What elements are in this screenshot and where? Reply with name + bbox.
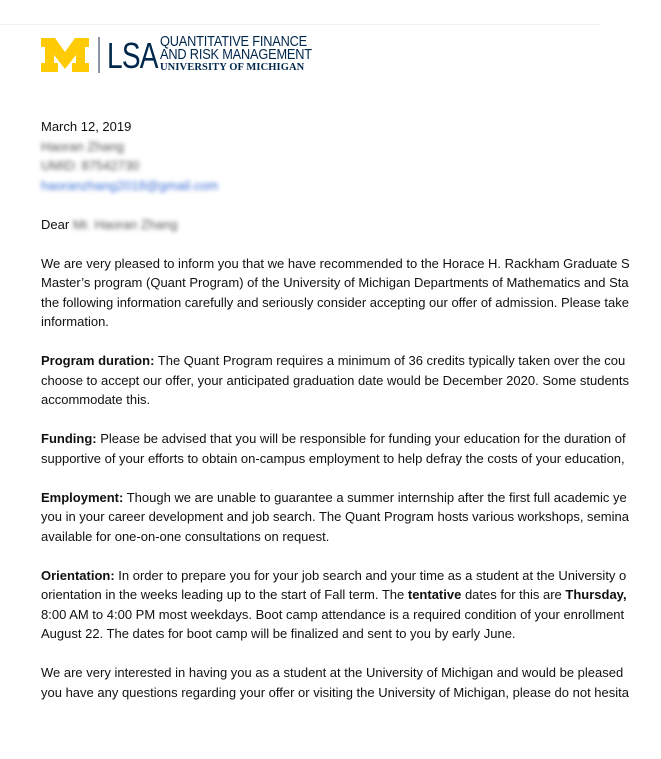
recipient-id: UMID: 87542730 — [41, 158, 140, 173]
logo-divider — [98, 37, 100, 73]
intro-line: Master’s program (Quant Program) of the University of Michigan Departments of Mathematics and Sta — [41, 275, 629, 290]
employment-paragraph — [41, 488, 661, 547]
text-run: orientation in the weeks leading up to the start of Fall term. The — [41, 587, 408, 602]
department-name — [160, 36, 333, 74]
letter-body — [41, 117, 661, 702]
letter-date: March 12, 2019 — [41, 119, 132, 134]
orientation-paragraph — [41, 566, 661, 644]
department-line-1: QUANTITATIVE FINANCE — [160, 34, 308, 50]
paragraph-line: 8:00 AM to 4:00 PM most weekdays. Boot camp attendance is a required condition of your enrollment — [41, 606, 625, 622]
paragraph-line: Though we are unable to guarantee a summer internship after the first full academic ye — [123, 489, 627, 505]
paragraph-line: choose to accept our offer, your anticipated graduation date would be December 2020. Some students — [41, 372, 630, 388]
salutation — [41, 215, 661, 235]
tentative-emphasis: tentative — [407, 587, 462, 602]
date-emphasis: Thursday, — [565, 587, 627, 602]
block-m-logo-icon — [41, 38, 89, 72]
salutation-name: Mr. Haoran Zhang — [72, 216, 178, 232]
paragraph-line: you have any questions regarding your offer or visiting the University of Michigan, please do not hesita — [41, 684, 629, 700]
paragraph-line: In order to prepare you for your job search and your time as a student at the University o — [114, 567, 627, 583]
paragraph-line: you in your career development and job search. The Quant Program hosts various workshops, semina — [41, 509, 629, 524]
intro-line: information. — [41, 314, 109, 329]
top-border — [0, 24, 600, 25]
paragraph-line — [41, 585, 661, 605]
university-name: UNIVERSITY OF MICHIGAN — [160, 62, 305, 73]
recipient-email-link[interactable]: haoranzhang2018@gmail.com — [41, 177, 219, 193]
intro-line: the following information carefully and seriously consider accepting our offer of admission. Please take — [41, 294, 629, 310]
funding-paragraph — [41, 429, 661, 468]
paragraph-line: accommodate this. — [41, 392, 151, 407]
closing-paragraph — [41, 663, 661, 702]
paragraph-line: Please be advised that you will be responsible for funding your education for the duration of — [96, 431, 626, 446]
department-line-2: AND RISK MANAGEMENT — [160, 47, 312, 63]
employment-heading: Employment: — [41, 489, 124, 505]
program-duration-heading: Program duration: — [41, 353, 155, 368]
intro-paragraph — [41, 254, 661, 332]
orientation-heading: Orientation: — [41, 567, 115, 583]
intro-line: We are very pleased to inform you that we have recommended to the Horace H. Rackham Graduate S — [41, 255, 630, 271]
recipient-name: Haoran Zhang — [41, 138, 125, 154]
paragraph-line: We are very interested in having you as a student at the University of Michigan and would be pleased — [41, 665, 624, 680]
paragraph-line: supportive of your efforts to obtain on-campus employment to help defray the costs of your education, — [41, 450, 625, 466]
text-run: dates for this are — [461, 587, 566, 602]
funding-heading: Funding: — [41, 431, 97, 446]
paragraph-line: August 22. The dates for boot camp will be finalized and sent to you by early June. — [41, 626, 516, 641]
salutation-text: Dear — [41, 216, 70, 232]
program-duration-paragraph — [41, 351, 661, 410]
paragraph-line: available for one-on-one consultations on request. — [41, 528, 330, 544]
paragraph-line: The Quant Program requires a minimum of 36 credits typically taken over the cou — [154, 353, 626, 368]
header-logo — [41, 35, 333, 75]
lsa-wordmark: LSA — [107, 34, 158, 76]
